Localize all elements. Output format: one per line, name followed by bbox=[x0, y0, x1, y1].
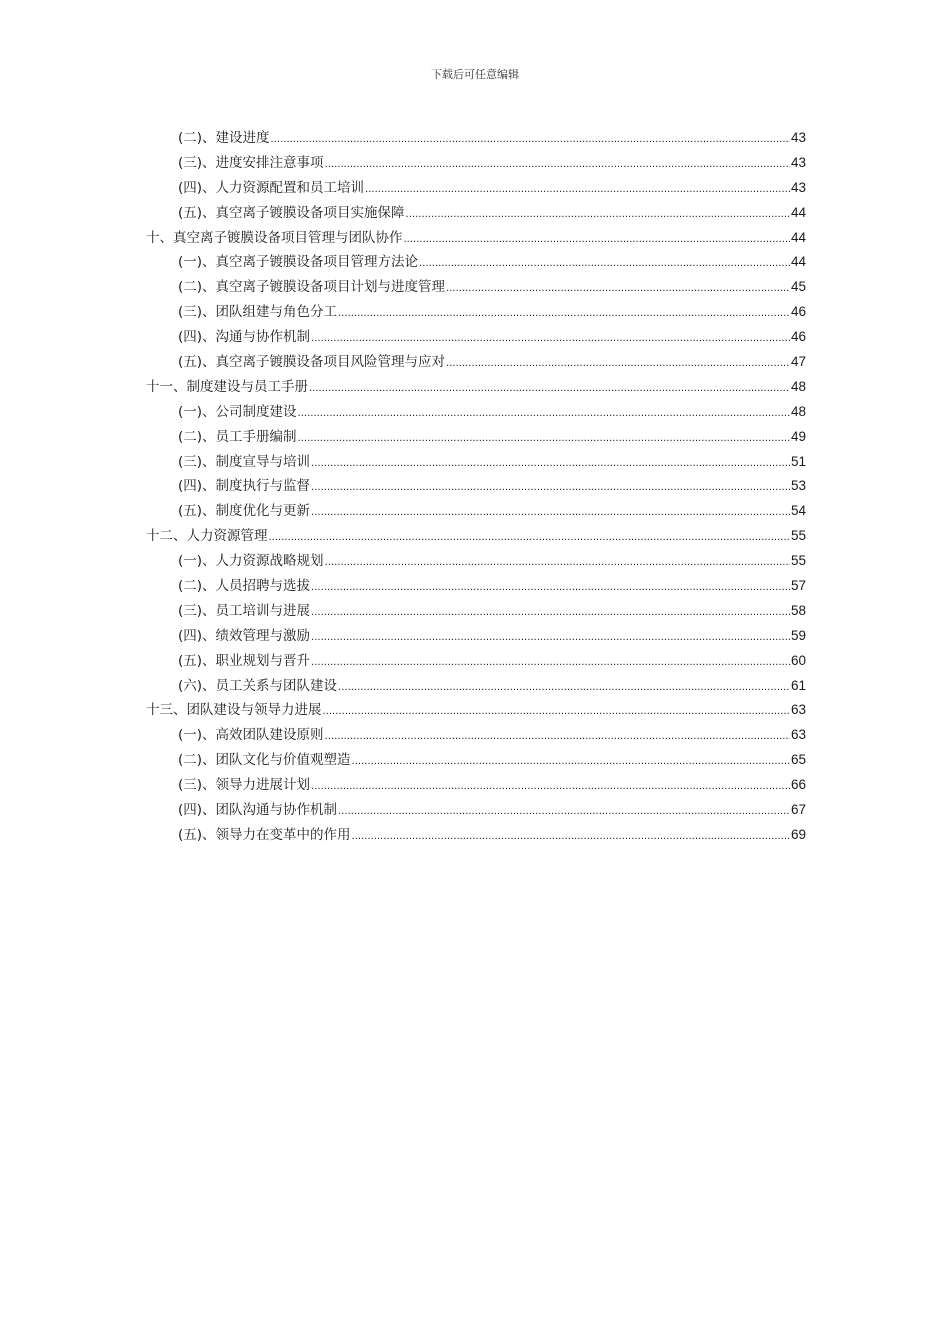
toc-section-entry[interactable] bbox=[146, 275, 806, 300]
toc-entry-title: (五)、制度优化与更新 bbox=[178, 503, 311, 520]
toc-entry-title: (二)、真空离子镀膜设备项目计划与进度管理 bbox=[178, 279, 446, 296]
toc-section-entry[interactable] bbox=[146, 151, 806, 176]
toc-page-number: 53 bbox=[790, 478, 806, 494]
toc-dot-leader bbox=[311, 574, 790, 601]
toc-entry-title: (五)、职业规划与晋升 bbox=[178, 652, 311, 669]
toc-entry-title: (二)、团队文化与价值观塑造 bbox=[178, 752, 351, 769]
toc-entry-title: (三)、领导力进展计划 bbox=[178, 777, 311, 794]
page-header: 下载后可任意编辑 bbox=[431, 68, 519, 81]
toc-entry-title: (二)、人员招聘与选拔 bbox=[178, 578, 311, 595]
toc-dot-leader bbox=[311, 474, 790, 501]
toc-dot-leader bbox=[311, 325, 790, 352]
toc-entry-title: 十一、制度建设与员工手册 bbox=[146, 378, 308, 395]
toc-page-number: 54 bbox=[790, 503, 806, 519]
toc-section-entry[interactable] bbox=[146, 748, 806, 773]
toc-page-number: 69 bbox=[790, 826, 806, 842]
toc-dot-leader bbox=[338, 300, 790, 327]
toc-section-entry[interactable] bbox=[146, 574, 806, 599]
toc-page-number: 55 bbox=[790, 528, 806, 544]
toc-section-entry[interactable] bbox=[146, 798, 806, 823]
toc-entry-title: 十、真空离子镀膜设备项目管理与团队协作 bbox=[146, 229, 403, 246]
toc-dot-leader bbox=[311, 624, 790, 651]
toc-page-number: 44 bbox=[790, 204, 806, 220]
toc-section-entry[interactable] bbox=[146, 624, 806, 649]
toc-dot-leader bbox=[446, 350, 790, 377]
toc-section-entry[interactable] bbox=[146, 823, 806, 848]
toc-entry-title: (一)、真空离子镀膜设备项目管理方法论 bbox=[178, 254, 419, 271]
toc-section-entry[interactable] bbox=[146, 300, 806, 325]
toc-page-number: 44 bbox=[790, 254, 806, 270]
toc-page-number: 63 bbox=[790, 727, 806, 743]
toc-section-entry[interactable] bbox=[146, 450, 806, 475]
toc-dot-leader bbox=[323, 698, 790, 725]
toc-page-number: 65 bbox=[790, 752, 806, 768]
toc-dot-leader bbox=[352, 823, 790, 850]
toc-page-number: 66 bbox=[790, 777, 806, 793]
toc-page-number: 45 bbox=[790, 279, 806, 295]
toc-dot-leader bbox=[298, 425, 790, 452]
toc-page-number: 46 bbox=[790, 304, 806, 320]
toc-dot-leader bbox=[311, 450, 790, 477]
toc-entry-title: (二)、员工手册编制 bbox=[178, 428, 297, 445]
toc-dot-leader bbox=[338, 798, 790, 825]
toc-dot-leader bbox=[338, 674, 790, 701]
toc-chapter-entry[interactable] bbox=[146, 375, 806, 400]
toc-entry-title: (四)、团队沟通与协作机制 bbox=[178, 802, 338, 819]
toc-entry-title: (一)、高效团队建设原则 bbox=[178, 727, 324, 744]
toc-entry-title: 十二、人力资源管理 bbox=[146, 528, 268, 545]
toc-entry-title: (五)、领导力在变革中的作用 bbox=[178, 826, 351, 843]
toc-page-number: 43 bbox=[790, 179, 806, 195]
toc-chapter-entry[interactable] bbox=[146, 698, 806, 723]
toc-entry-title: (四)、人力资源配置和员工培训 bbox=[178, 179, 365, 196]
toc-dot-leader bbox=[311, 773, 790, 800]
toc-entry-title: (三)、团队组建与角色分工 bbox=[178, 304, 338, 321]
toc-entry-title: (三)、员工培训与进展 bbox=[178, 602, 311, 619]
toc-section-entry[interactable] bbox=[146, 773, 806, 798]
toc-dot-leader bbox=[269, 524, 790, 551]
toc-entry-title: (一)、公司制度建设 bbox=[178, 403, 297, 420]
toc-dot-leader bbox=[419, 250, 790, 277]
toc-dot-leader bbox=[271, 126, 790, 153]
toc-entry-title: (四)、沟通与协作机制 bbox=[178, 329, 311, 346]
toc-chapter-entry[interactable] bbox=[146, 524, 806, 549]
toc-page-number: 48 bbox=[790, 403, 806, 419]
toc-page-number: 47 bbox=[790, 354, 806, 370]
toc-section-entry[interactable] bbox=[146, 549, 806, 574]
toc-page-number: 49 bbox=[790, 428, 806, 444]
toc-page-number: 51 bbox=[790, 453, 806, 469]
toc-page-number: 48 bbox=[790, 378, 806, 394]
toc-page-number: 46 bbox=[790, 329, 806, 345]
toc-page-number: 60 bbox=[790, 652, 806, 668]
toc-page-number: 61 bbox=[790, 677, 806, 693]
toc-entry-title: (三)、进度安排注意事项 bbox=[178, 154, 324, 171]
toc-page-number: 63 bbox=[790, 702, 806, 718]
toc-section-entry[interactable] bbox=[146, 599, 806, 624]
toc-page-number: 55 bbox=[790, 553, 806, 569]
toc-section-entry[interactable] bbox=[146, 350, 806, 375]
toc-dot-leader bbox=[311, 599, 790, 626]
toc-section-entry[interactable] bbox=[146, 126, 806, 151]
toc-dot-leader bbox=[446, 275, 790, 302]
toc-entry-title: (一)、人力资源战略规划 bbox=[178, 553, 324, 570]
toc-page-number: 43 bbox=[790, 130, 806, 145]
toc-section-entry[interactable] bbox=[146, 325, 806, 350]
toc-entry-title: (三)、制度宣导与培训 bbox=[178, 453, 311, 470]
toc-section-entry[interactable] bbox=[146, 474, 806, 499]
toc-dot-leader bbox=[298, 400, 790, 427]
toc-dot-leader bbox=[352, 748, 790, 775]
toc-section-entry[interactable] bbox=[146, 425, 806, 450]
toc-section-entry[interactable] bbox=[146, 400, 806, 425]
toc-dot-leader bbox=[325, 723, 790, 750]
toc-page-number: 57 bbox=[790, 578, 806, 594]
toc-section-entry[interactable] bbox=[146, 499, 806, 524]
toc-entry-title: (五)、真空离子镀膜设备项目实施保障 bbox=[178, 204, 405, 221]
toc-dot-leader bbox=[325, 549, 790, 576]
toc-page-number: 44 bbox=[790, 229, 806, 245]
toc-dot-leader bbox=[311, 649, 790, 676]
toc-entry-title: (四)、制度执行与监督 bbox=[178, 478, 311, 495]
toc-dot-leader bbox=[406, 201, 790, 228]
table-of-contents bbox=[146, 126, 806, 848]
toc-section-entry[interactable] bbox=[146, 250, 806, 275]
toc-section-entry[interactable] bbox=[146, 723, 806, 748]
toc-entry-title: 十三、团队建设与领导力进展 bbox=[146, 702, 322, 719]
toc-section-entry[interactable] bbox=[146, 649, 806, 674]
toc-section-entry[interactable] bbox=[146, 201, 806, 226]
toc-page-number: 43 bbox=[790, 154, 806, 170]
toc-chapter-entry[interactable] bbox=[146, 226, 806, 251]
toc-page-number: 67 bbox=[790, 802, 806, 818]
toc-dot-leader bbox=[325, 151, 790, 178]
toc-page-number: 59 bbox=[790, 627, 806, 643]
toc-entry-title: (五)、真空离子镀膜设备项目风险管理与应对 bbox=[178, 354, 446, 371]
toc-dot-leader bbox=[365, 176, 790, 203]
toc-section-entry[interactable] bbox=[146, 176, 806, 201]
toc-entry-title: (二)、建设进度 bbox=[178, 130, 270, 146]
toc-section-entry[interactable] bbox=[146, 674, 806, 699]
toc-page-number: 58 bbox=[790, 602, 806, 618]
toc-dot-leader bbox=[404, 226, 790, 253]
toc-entry-title: (四)、绩效管理与激励 bbox=[178, 627, 311, 644]
toc-dot-leader bbox=[311, 499, 790, 526]
toc-dot-leader bbox=[309, 375, 790, 402]
toc-entry-title: (六)、员工关系与团队建设 bbox=[178, 677, 338, 694]
